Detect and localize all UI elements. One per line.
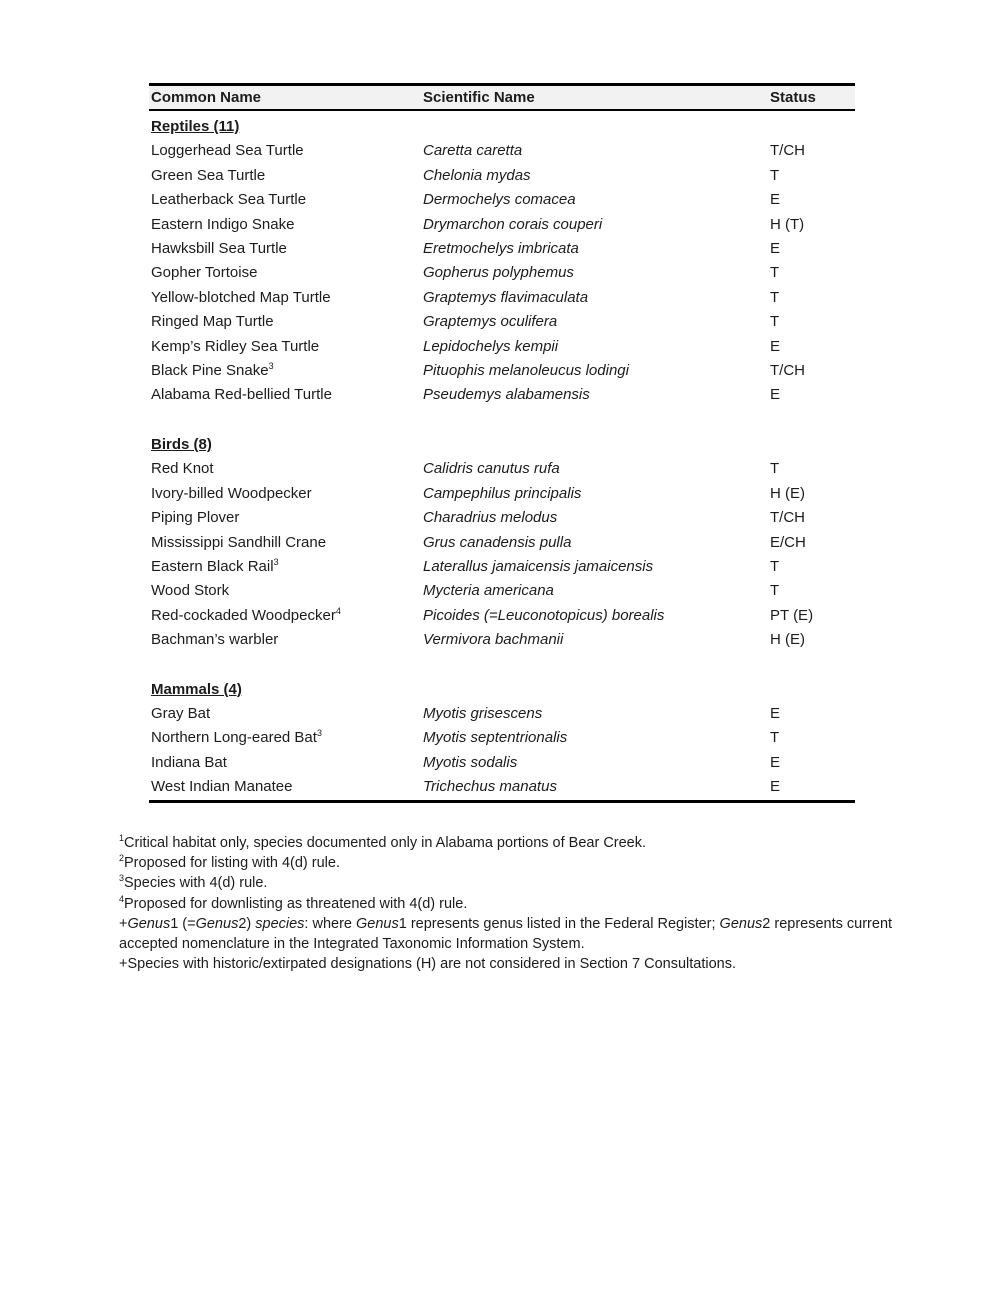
scientific-name-cell: Mycteria americana xyxy=(423,582,554,600)
status-cell: E xyxy=(770,240,781,258)
footnote-text: 2 represents current accepted nomenclature in the Integrated Taxonomic Information System. xyxy=(119,915,893,953)
status-cell: E/CH xyxy=(770,533,806,551)
common-name-cell: Yellow-blotched Map Turtle xyxy=(151,288,331,306)
footnote-line xyxy=(119,833,914,853)
table-row xyxy=(149,286,855,310)
table-row xyxy=(149,164,855,188)
table-row xyxy=(149,213,855,237)
scientific-name-cell: Graptemys oculifera xyxy=(423,313,558,331)
footnote-marker: 2 xyxy=(119,853,125,864)
table-header-row xyxy=(149,83,855,111)
scientific-name-cell: Vermivora bachmanii xyxy=(423,631,564,649)
table-row xyxy=(149,531,855,555)
scientific-name-cell: Picoides (=Leuconotopicus) borealis xyxy=(423,606,665,624)
footnote-text: Species with 4(d) rule. xyxy=(124,875,268,892)
column-header-scientific-name: Scientific Name xyxy=(423,89,535,106)
table-row xyxy=(149,628,855,652)
scientific-name-cell: Drymarchon corais couperi xyxy=(423,215,603,233)
scientific-name-cell: Chelonia mydas xyxy=(423,166,531,184)
common-name-cell: West Indian Manatee xyxy=(151,778,293,796)
scientific-name-cell: Dermochelys comacea xyxy=(423,191,576,209)
table-row xyxy=(149,702,855,726)
status-cell: T/CH xyxy=(770,362,805,380)
footnote-line xyxy=(119,914,914,954)
scientific-name-cell: Pituophis melanoleucus lodingi xyxy=(423,362,629,380)
scientific-name-cell: Lepidochelys kempii xyxy=(423,337,559,355)
common-name-cell: Indiana Bat xyxy=(151,753,227,771)
scientific-name-cell: Campephilus principalis xyxy=(423,484,582,502)
status-cell: T xyxy=(770,288,780,306)
footnote-line xyxy=(119,894,914,914)
scientific-name-cell: Calidris canutus rufa xyxy=(423,460,560,478)
table-row xyxy=(149,751,855,775)
common-name-cell: Red Knot xyxy=(151,460,214,478)
footnote-marker: 1 xyxy=(119,833,125,844)
status-cell: H (T) xyxy=(770,215,805,233)
common-name-cell: Eastern Indigo Snake xyxy=(151,215,295,233)
status-cell: E xyxy=(770,704,781,722)
scientific-name-cell: Grus canadensis pulla xyxy=(423,533,572,551)
status-cell: T xyxy=(770,264,780,282)
footnote-marker: 3 xyxy=(119,873,125,884)
common-name-cell: Ringed Map Turtle xyxy=(151,313,274,331)
footnote-text: Genus xyxy=(127,915,171,932)
scientific-name-cell: Myotis grisescens xyxy=(423,704,543,722)
common-name-cell: Kemp’s Ridley Sea Turtle xyxy=(151,337,320,355)
footnote-text: Genus xyxy=(195,915,239,932)
scientific-name-cell: Myotis sodalis xyxy=(423,753,518,771)
footnote-text: + xyxy=(119,915,128,932)
status-cell: H (E) xyxy=(770,484,805,502)
footnote-marker: 3 xyxy=(273,556,279,567)
scientific-name-cell: Caretta caretta xyxy=(423,142,523,160)
common-name-cell: Red-cockaded Woodpecker$^4$ xyxy=(151,605,341,624)
scientific-name-cell: Graptemys flavimaculata xyxy=(423,288,589,306)
common-name-cell: Piping Plover xyxy=(151,509,240,527)
footnote-line xyxy=(119,954,914,974)
common-name-cell: Northern Long-eared Bat$^3$ xyxy=(151,728,322,747)
status-cell: T xyxy=(770,313,780,331)
table-row xyxy=(149,188,855,212)
footnotes xyxy=(119,833,914,974)
common-name-cell: Alabama Red-bellied Turtle xyxy=(151,386,332,404)
species-table xyxy=(149,83,855,803)
footnote-marker: 3 xyxy=(268,361,274,372)
common-name-cell: Eastern Black Rail$^3$ xyxy=(151,556,279,575)
common-name-cell: Gray Bat xyxy=(151,704,211,722)
footnote-marker: 4 xyxy=(335,605,341,616)
section-heading: Mammals (4) xyxy=(151,680,242,698)
footnote-text: species xyxy=(255,915,305,932)
footnote-text: Proposed for downlisting as threatened with 4(d) rule. xyxy=(124,895,468,912)
table-row xyxy=(149,579,855,603)
table-row xyxy=(149,482,855,506)
status-cell: E xyxy=(770,191,781,209)
scientific-name-cell: Laterallus jamaicensis jamaicensis xyxy=(423,557,654,575)
scientific-name-cell: Trichechus manatus xyxy=(423,778,557,796)
common-name-cell: Leatherback Sea Turtle xyxy=(151,191,307,209)
table-row xyxy=(149,237,855,261)
common-name-cell: Hawksbill Sea Turtle xyxy=(151,240,287,258)
footnote-text: Critical habitat only, species documented only in Alabama portions of Bear Creek. xyxy=(124,835,647,851)
table-row xyxy=(149,775,855,799)
footnote-marker: 4 xyxy=(119,893,125,904)
scientific-name-cell: Eretmochelys imbricata xyxy=(423,240,579,258)
status-cell: H (E) xyxy=(770,631,805,649)
footnote-line xyxy=(119,853,914,873)
common-name-cell: Wood Stork xyxy=(151,582,230,600)
section-heading: Birds (8) xyxy=(151,435,212,453)
footnote-text: Genus xyxy=(719,915,763,932)
common-name-cell: Bachman’s warbler xyxy=(151,631,279,649)
section-heading: Reptiles (11) xyxy=(151,118,240,135)
footnote-text: 1 (= xyxy=(170,915,196,932)
status-cell: T xyxy=(770,582,780,600)
common-name-cell: Ivory-billed Woodpecker xyxy=(151,484,312,502)
scientific-name-cell: Pseudemys alabamensis xyxy=(423,386,590,404)
footnote-marker: 3 xyxy=(316,728,322,739)
scientific-name-cell: Charadrius melodus xyxy=(423,509,558,527)
column-header-status: Status xyxy=(770,89,816,106)
footnote-line xyxy=(119,873,914,893)
footnote-text: 2) xyxy=(238,915,256,932)
footnote-text: Genus xyxy=(356,915,399,932)
status-cell: E xyxy=(770,337,781,355)
table-row xyxy=(149,310,855,334)
scientific-name-cell: Gopherus polyphemus xyxy=(423,264,574,282)
table-row xyxy=(149,457,855,481)
status-cell: E xyxy=(770,386,781,404)
status-cell: T xyxy=(770,557,780,575)
table-body xyxy=(149,115,855,800)
status-cell: T xyxy=(770,460,780,478)
table-row xyxy=(149,726,855,750)
table-row xyxy=(149,604,855,628)
footnote-text: +Species with historic/extirpated designations (H) are not considered in Section 7 Consultations. xyxy=(119,956,736,973)
table-row xyxy=(149,139,855,163)
table-row xyxy=(149,335,855,359)
table-row xyxy=(149,383,855,407)
status-cell: T/CH xyxy=(770,142,805,160)
common-name-cell: Mississippi Sandhill Crane xyxy=(151,533,327,551)
status-cell: T xyxy=(770,729,780,747)
status-cell: E xyxy=(770,778,781,796)
table-row xyxy=(149,359,855,383)
table-row xyxy=(149,261,855,285)
status-cell: T/CH xyxy=(770,509,805,527)
footnote-text: : where xyxy=(304,915,357,932)
status-cell: PT (E) xyxy=(770,606,814,624)
column-header-common-name: Common Name xyxy=(151,89,262,106)
common-name-cell: Gopher Tortoise xyxy=(151,264,258,282)
footnote-text: Proposed for listing with 4(d) rule. xyxy=(124,855,341,872)
status-cell: T xyxy=(770,166,780,184)
common-name-cell: Green Sea Turtle xyxy=(151,166,266,184)
scientific-name-cell: Myotis septentrionalis xyxy=(423,729,568,747)
status-cell: E xyxy=(770,753,781,771)
table-row xyxy=(149,555,855,579)
common-name-cell: Loggerhead Sea Turtle xyxy=(151,142,304,160)
common-name-cell: Black Pine Snake$^3$ xyxy=(151,361,274,380)
table-row xyxy=(149,506,855,530)
footnote-text: 1 represents genus listed in the Federal Register; xyxy=(398,915,720,932)
